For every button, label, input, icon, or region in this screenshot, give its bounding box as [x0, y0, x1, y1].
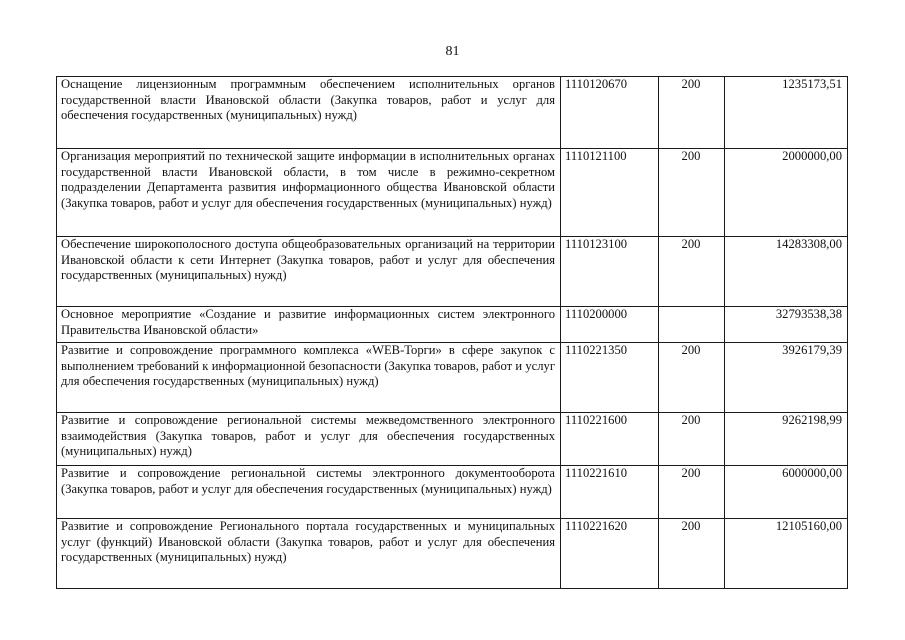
page-number: 81 — [445, 44, 460, 59]
row-description: Основное мероприятие «Создание и развитие информационных систем электронного Правительства Ивановской области» — [57, 307, 561, 343]
expense-type-code: 200 — [659, 519, 725, 589]
expense-type-code: 200 — [659, 466, 725, 519]
budget-table — [56, 76, 848, 589]
amount: 6000000,00 — [725, 466, 848, 519]
amount: 3926179,39 — [725, 343, 848, 413]
table-row — [57, 413, 848, 466]
target-article-code: 1110221600 — [561, 413, 659, 466]
amount: 14283308,00 — [725, 237, 848, 307]
table-row — [57, 466, 848, 519]
expense-type-code: 200 — [659, 413, 725, 466]
target-article-code: 1110221620 — [561, 519, 659, 589]
target-article-code: 1110221610 — [561, 466, 659, 519]
expense-type-code: 200 — [659, 149, 725, 237]
expense-type-code: 200 — [659, 77, 725, 149]
table-row — [57, 307, 848, 343]
row-description: Развитие и сопровождение региональной системы межведомственного электронного взаимодействия (Закупка товаров, работ и услуг для обеспечения государственных (муниципальных) нужд) — [57, 413, 561, 466]
table-row — [57, 149, 848, 237]
table-row — [57, 237, 848, 307]
target-article-code: 1110200000 — [561, 307, 659, 343]
expense-type-code: 200 — [659, 343, 725, 413]
target-article-code: 1110123100 — [561, 237, 659, 307]
amount: 32793538,38 — [725, 307, 848, 343]
row-description: Оснащение лицензионным программным обеспечением исполнительных органов государственной власти Ивановской области (Закупка товаров, работ и услуг для обеспечения государственных (муниципальных) нужд) — [57, 77, 561, 149]
target-article-code: 1110120670 — [561, 77, 659, 149]
expense-type-code: 200 — [659, 237, 725, 307]
row-description: Организация мероприятий по технической защите информации в исполнительных органах государственной власти Ивановской области, в том числе в режимно-секретном подразделении Департамента развития информационного общества Ивановской области (Закупка товаров, работ и услуг для обеспечения государственных (муниципальных) нужд) — [57, 149, 561, 237]
expense-type-code — [659, 307, 725, 343]
amount: 9262198,99 — [725, 413, 848, 466]
row-description: Развитие и сопровождение региональной системы электронного документооборота (Закупка товаров, работ и услуг для обеспечения государственных (муниципальных) нужд) — [57, 466, 561, 519]
amount: 12105160,00 — [725, 519, 848, 589]
row-description: Обеспечение широкополосного доступа общеобразовательных организаций на территории Ивановской области к сети Интернет (Закупка товаров, работ и услуг для обеспечения государственных (муниципальных) нужд) — [57, 237, 561, 307]
amount: 1235173,51 — [725, 77, 848, 149]
amount: 2000000,00 — [725, 149, 848, 237]
target-article-code: 1110121100 — [561, 149, 659, 237]
row-description: Развитие и сопровождение программного комплекса «WEB-Торги» в сфере закупок с выполнением требований к информационной безопасности (Закупка товаров, работ и услуг для обеспечения государственных (муниципальных) нужд) — [57, 343, 561, 413]
table-row — [57, 77, 848, 149]
row-description: Развитие и сопровождение Регионального портала государственных и муниципальных услуг (функций) Ивановской области (Закупка товаров, работ и услуг для обеспечения государственных (муниципальных) нужд) — [57, 519, 561, 589]
table-row — [57, 519, 848, 589]
target-article-code: 1110221350 — [561, 343, 659, 413]
table-row — [57, 343, 848, 413]
